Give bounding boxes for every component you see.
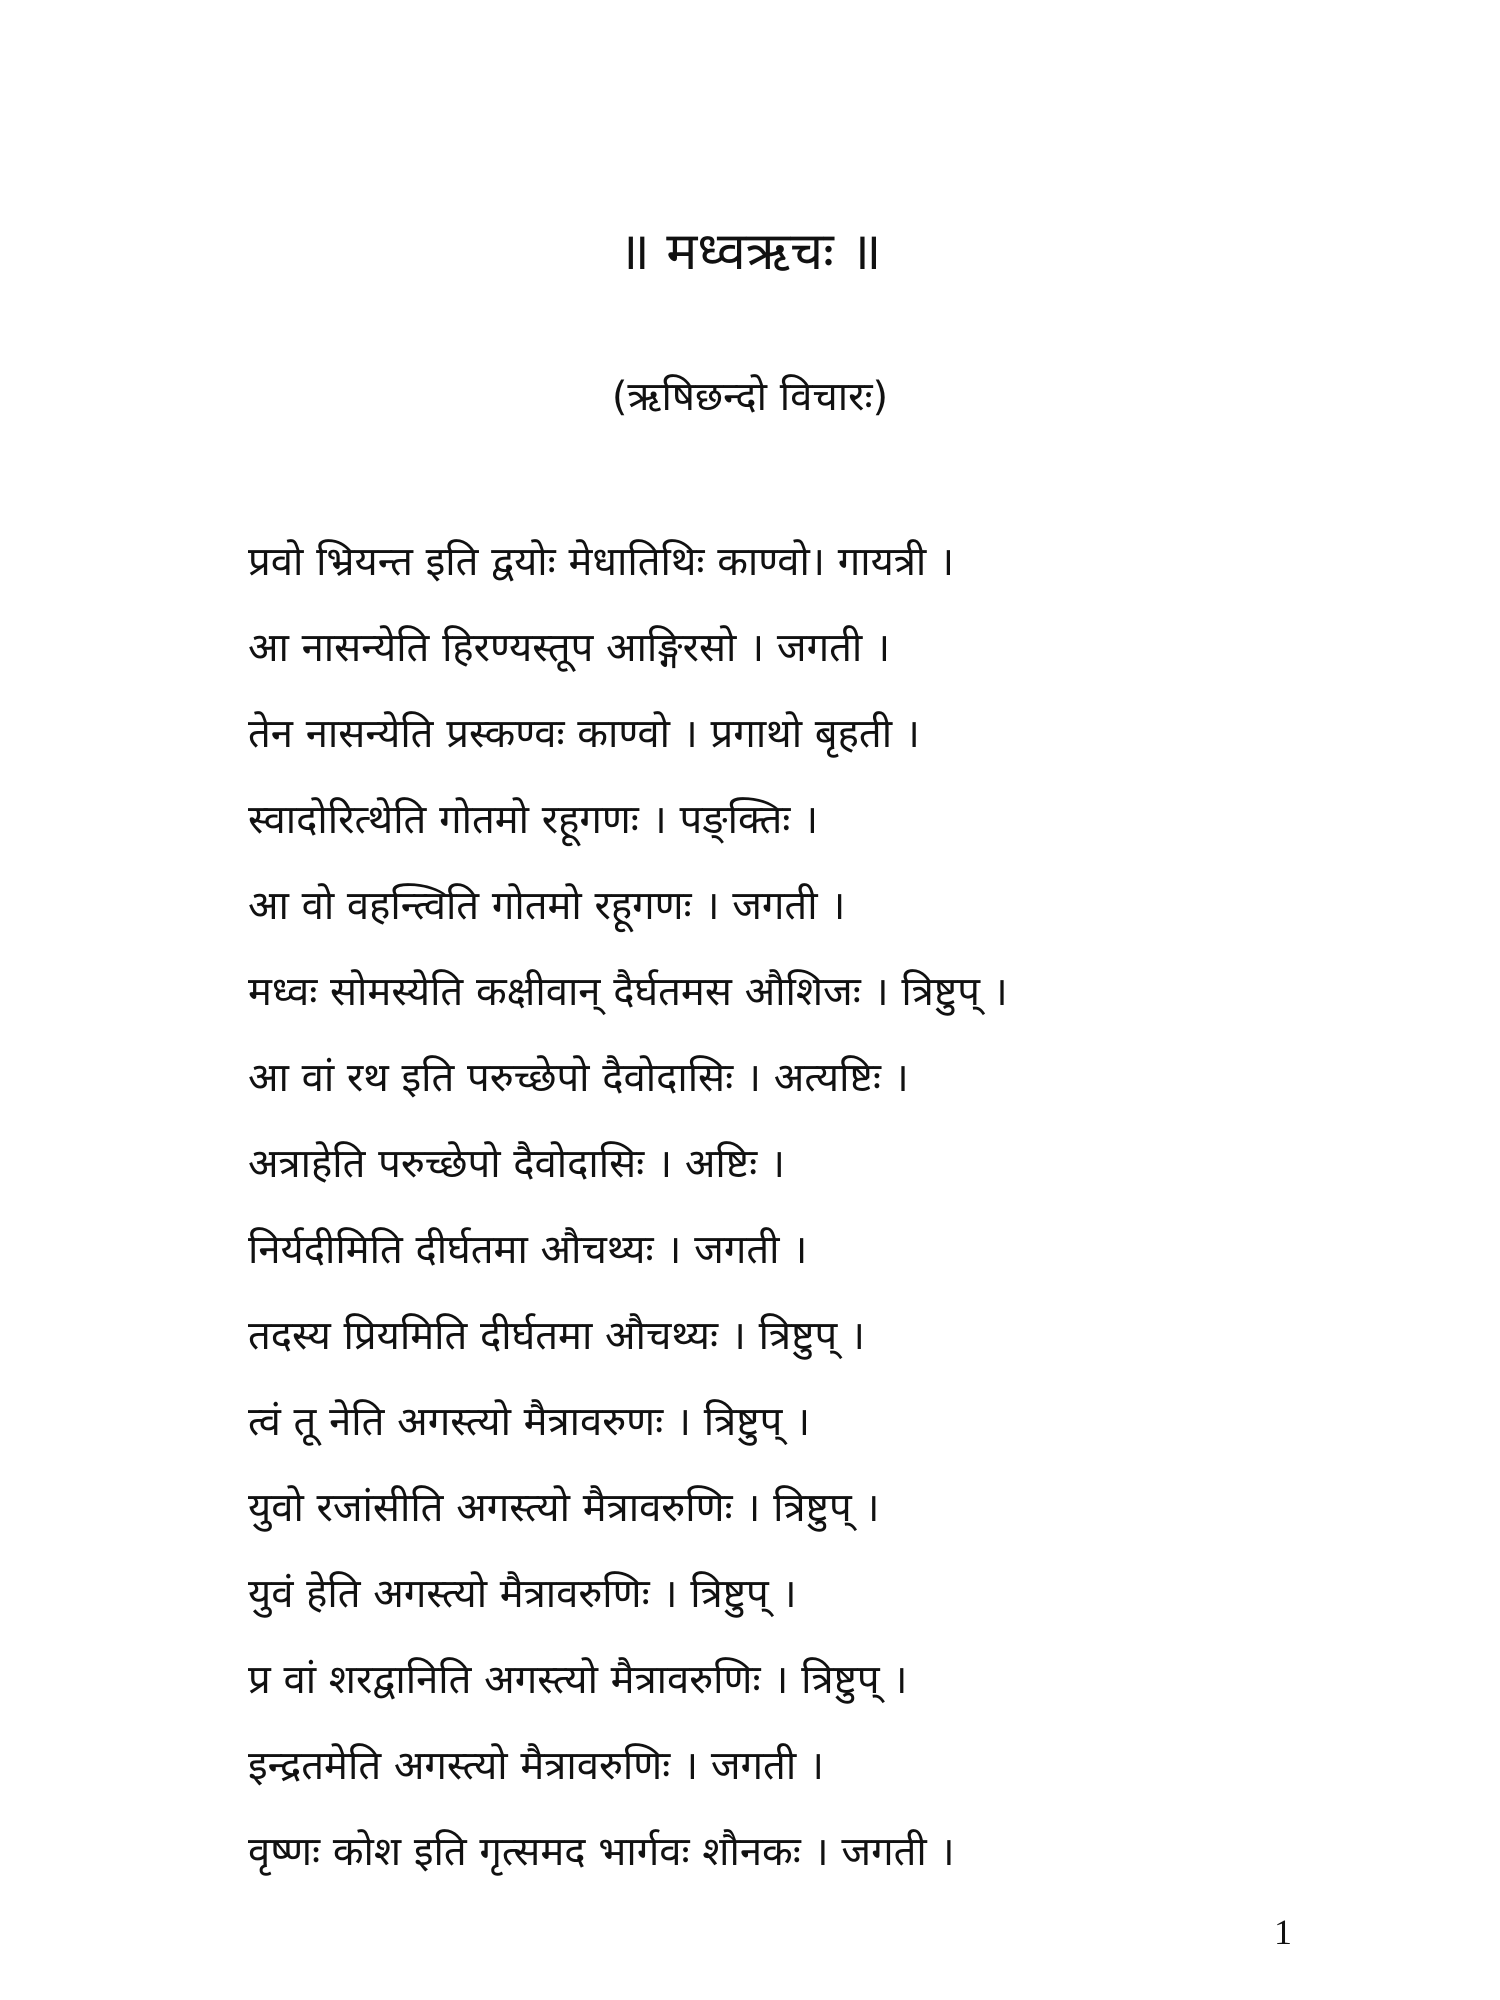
verse-line: इन्द्रतमेति अगस्त्यो मैत्रावरुणिः । जगती ।: [248, 1743, 825, 1789]
verse-line: युवं हेति अगस्त्यो मैत्रावरुणिः । त्रिष्टुप् ।: [248, 1571, 797, 1617]
verse-line: अत्राहेति परुच्छेपो दैवोदासिः । अष्टिः ।: [248, 1141, 786, 1187]
verse-line: आ वां रथ इति परुच्छेपो दैवोदासिः । अत्यष्टिः ।: [248, 1055, 909, 1101]
verse-line: त्वं तू नेति अगस्त्यो मैत्रावरुणः । त्रिष्टुप् ।: [248, 1399, 811, 1445]
verse-line: स्वादोरित्थेति गोतमो रहूगणः । पङ्क्तिः ।: [248, 797, 819, 843]
verse-line: वृष्णः कोश इति गृत्समद भार्गवः शौनकः । जगती ।: [248, 1829, 955, 1875]
verse-line: प्रवो भ्रियन्त इति द्वयोः मेधातिथिः काण्वो। गायत्री ।: [248, 539, 955, 585]
verse-line: तेन नासन्येति प्रस्कण्वः काण्वो । प्रगाथो बृहती ।: [248, 711, 920, 757]
page-title: ॥ मध्वऋचः ॥: [618, 222, 882, 282]
verse-line: मध्वः सोमस्येति कक्षीवान् दैर्घतमस औशिजः । त्रिष्टुप् ।: [248, 969, 1008, 1015]
verse-list: [248, 530, 1428, 1906]
verse-line: आ वो वहन्त्विति गोतमो रहूगणः । जगती ।: [248, 883, 846, 929]
verse-line: निर्यदीमिति दीर्घतमा औचथ्यः । जगती ।: [248, 1227, 808, 1273]
verse-line: प्र वां शरद्वानिति अगस्त्यो मैत्रावरुणिः । त्रिष्टुप् ।: [248, 1657, 908, 1703]
verse-line: तदस्य प्रियमिति दीर्घतमा औचथ्यः । त्रिष्टुप् ।: [248, 1313, 866, 1359]
page-number: 1: [1274, 1912, 1292, 1952]
verse-line: युवो रजांसीति अगस्त्यो मैत्रावरुणिः । त्रिष्टुप् ।: [248, 1485, 880, 1531]
verse-line: आ नासन्येति हिरण्यस्तूप आङ्गिरसो । जगती ।: [248, 625, 891, 671]
page-subtitle: (ऋषिछन्दो विचारः): [611, 374, 889, 420]
